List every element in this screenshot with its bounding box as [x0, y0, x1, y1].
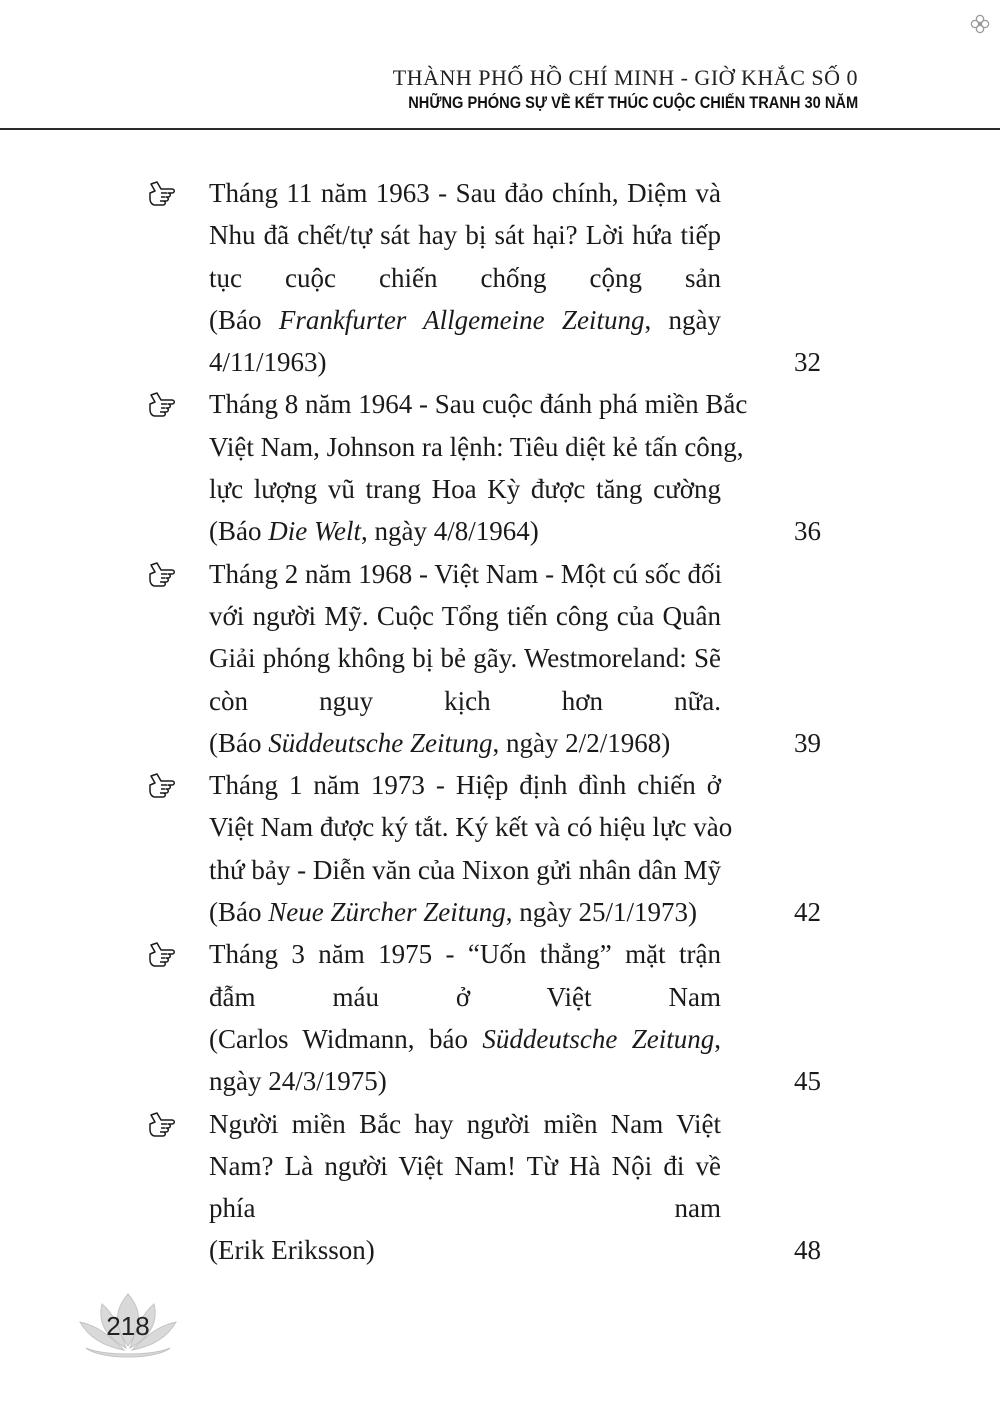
text-run: phía nam: [209, 1193, 721, 1224]
toc-entry-line: [0, 1018, 1000, 1060]
text-run: ,: [714, 1023, 722, 1054]
toc-entry-text: [209, 806, 733, 848]
text-run: với người Mỹ. Cuộc Tổng tiến công của Quân: [209, 600, 721, 631]
text-run: tục cuộc chiến chống cộng sản: [209, 262, 721, 293]
toc-entry-line: [0, 341, 1000, 383]
text-run: Nhu đã chết/tự sát hay bị sát hại? Lời hứa tiếp: [209, 220, 721, 251]
toc-entry-text: [209, 510, 539, 552]
toc-entry-text: [209, 595, 721, 637]
toc-entry-line: [0, 383, 1000, 425]
toc-entry-text: [209, 1018, 721, 1060]
flower-ornament-icon: [970, 14, 990, 34]
text-run: Người miền Bắc hay người miền Nam Việt: [209, 1108, 721, 1139]
text-run: Tháng 2 năm 1968 - Việt Nam - Một cú sốc đối: [209, 558, 723, 589]
toc-entry-text: [209, 764, 721, 806]
toc-entry-line: [0, 722, 1000, 764]
page-number: 218: [106, 1311, 150, 1341]
text-run: (Báo: [209, 727, 269, 758]
toc-entry[interactable]: [0, 172, 1000, 383]
text-run: (Erik Eriksson): [209, 1235, 375, 1266]
toc-entry-line: [0, 1187, 1000, 1229]
toc-entry[interactable]: [0, 1103, 1000, 1272]
text-run: 4/11/1963): [209, 347, 327, 378]
toc-entry-text: [209, 1145, 721, 1187]
text-run: Nam? Là người Việt Nam! Từ Hà Nội đi về: [209, 1150, 721, 1181]
toc-entry-text: [209, 1060, 387, 1102]
text-run: thứ bảy - Diễn văn của Nixon gửi nhân dân Mỹ: [209, 854, 722, 885]
toc-entry-line: [0, 172, 1000, 214]
toc-entry-text: [209, 637, 721, 679]
toc-page-number: 45: [794, 1066, 821, 1097]
text-run: (Báo: [209, 897, 269, 928]
toc-entry[interactable]: [0, 383, 1000, 552]
toc-entry-text: [209, 933, 721, 975]
toc-entry-text: [209, 214, 721, 256]
toc-entry-line: [0, 1145, 1000, 1187]
toc-entry-text: [209, 1229, 375, 1271]
toc-entry[interactable]: [0, 764, 1000, 933]
toc-entry-text: [209, 426, 744, 468]
toc-entry-line: [0, 1229, 1000, 1271]
text-run: , ngày 2/2/1968): [492, 727, 671, 758]
toc-entry-line: [0, 257, 1000, 299]
text-run: , ngày 25/1/1973): [505, 897, 697, 928]
newspaper-name: Die Welt: [268, 516, 361, 547]
toc-entry-text: [209, 722, 670, 764]
toc-entry-line: [0, 214, 1000, 256]
text-run: (Carlos Widmann, báo: [209, 1023, 483, 1054]
toc-page-number: 32: [794, 347, 821, 378]
toc-entry-line: [0, 468, 1000, 510]
book-title: THÀNH PHỐ HỒ CHÍ MINH - GIỜ KHẮC SỐ 0: [392, 65, 858, 90]
text-run: Tháng 8 năm 1964 - Sau cuộc đánh phá miền Bắc: [209, 389, 748, 420]
toc-page-number: 42: [794, 897, 821, 928]
text-run: còn nguy kịch hơn nữa.: [209, 685, 721, 716]
toc-entry[interactable]: [0, 553, 1000, 764]
text-run: (Báo: [209, 516, 269, 547]
text-run: Việt Nam, Johnson ra lệnh: Tiêu diệt kẻ tấn công,: [209, 431, 744, 462]
toc-entry-line: [0, 976, 1000, 1018]
text-run: lực lượng vũ trang Hoa Kỳ được tăng cường: [209, 474, 721, 505]
toc-page-number: 48: [794, 1235, 821, 1266]
text-run: Tháng 3 năm 1975 - “Uốn thẳng” mặt trận: [209, 939, 721, 970]
toc-entry-text: [209, 299, 721, 341]
toc-entry-line: [0, 510, 1000, 552]
toc-entry-text: [209, 341, 327, 383]
text-run: , ngày: [644, 304, 722, 335]
toc-entry-text: [209, 383, 748, 425]
toc-entry-line: [0, 849, 1000, 891]
toc-entry-text: [209, 553, 721, 595]
running-header: [335, 64, 858, 114]
toc-entry-text: [209, 976, 721, 1018]
toc-entry-line: [0, 806, 1000, 848]
toc-entry-text: [209, 1103, 721, 1145]
toc-entry-line: [0, 299, 1000, 341]
toc-entry-line: [0, 595, 1000, 637]
toc-entry-text: [209, 257, 721, 299]
toc-entry-line: [0, 426, 1000, 468]
toc-entry-line: [0, 933, 1000, 975]
toc-entry-text: [209, 1187, 721, 1229]
toc-entry-text: [209, 891, 697, 933]
toc-entry-text: [209, 172, 721, 214]
text-run: Việt Nam được ký tắt. Ký kết và có hiệu lực vào: [209, 812, 733, 843]
toc-page-number: 36: [794, 516, 821, 547]
newspaper-name: Süddeutsche Zeitung: [268, 727, 493, 758]
toc-entry-line: [0, 637, 1000, 679]
header-divider: [0, 128, 1000, 130]
toc-entry-text: [209, 680, 721, 722]
toc-entry-line: [0, 1060, 1000, 1102]
toc-entry-line: [0, 891, 1000, 933]
toc-entry-line: [0, 680, 1000, 722]
table-of-contents: [0, 172, 1000, 1272]
text-run: (Báo: [209, 304, 279, 335]
toc-entry-line: [0, 1103, 1000, 1145]
toc-entry-text: [209, 849, 721, 891]
newspaper-name: Neue Zürcher Zeitung: [268, 897, 506, 928]
toc-entry-line: [0, 553, 1000, 595]
text-run: ngày 24/3/1975): [209, 1066, 387, 1097]
text-run: Tháng 1 năm 1973 - Hiệp định đình chiến ở: [209, 770, 721, 801]
book-subtitle: NHỮNG PHÓNG SỰ VỀ KẾT THÚC CUỘC CHIẾN TRANH 30 NĂM: [408, 93, 858, 112]
text-run: đẫm máu ở Việt Nam: [209, 981, 721, 1012]
toc-entry-line: [0, 764, 1000, 806]
newspaper-name: Süddeutsche Zeitung: [482, 1023, 715, 1054]
text-run: Giải phóng không bị bẻ gãy. Westmoreland: Sẽ: [209, 643, 721, 674]
toc-entry[interactable]: [0, 933, 1000, 1102]
toc-entry-text: [209, 468, 721, 510]
text-run: Tháng 11 năm 1963 - Sau đảo chính, Diệm và: [209, 178, 721, 208]
newspaper-name: Frankfurter Allgemeine Zeitung: [278, 304, 645, 335]
text-run: , ngày 4/8/1964): [360, 516, 539, 547]
toc-page-number: 39: [794, 727, 821, 758]
